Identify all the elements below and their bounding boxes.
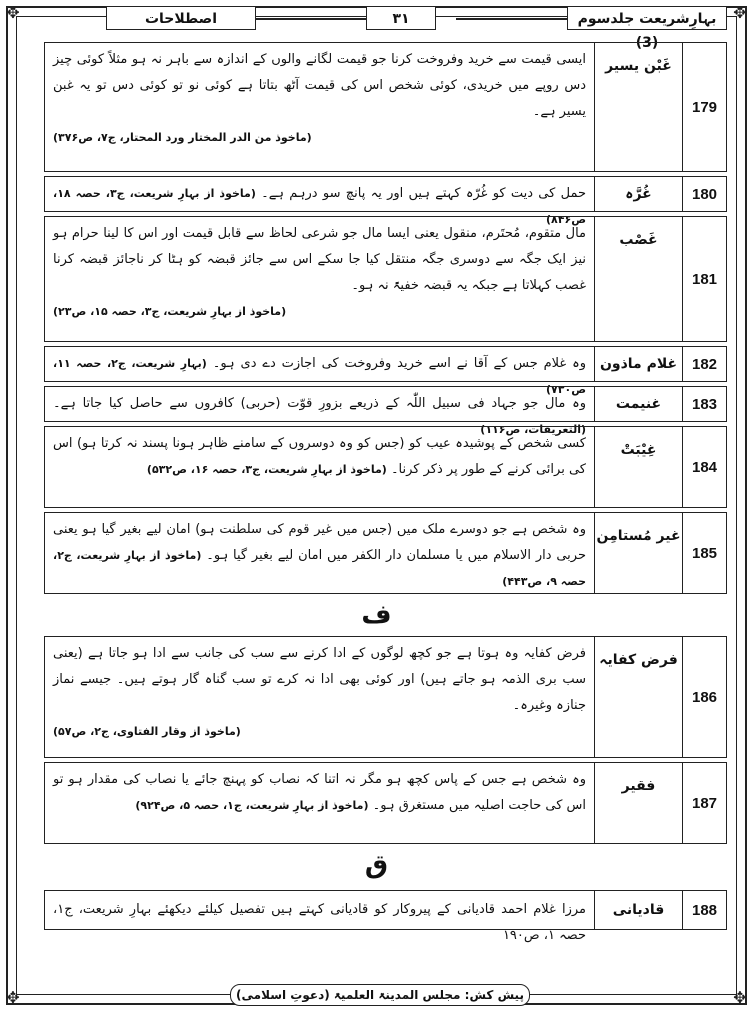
entry-term: غلام ماذون xyxy=(594,347,682,381)
definition-text: وہ مال جو جہاد فی سبیل اللّٰہ کے ذریعے بزورِ قوّت (حربی) کافروں سے حاصل کیا جاتا ہے۔ xyxy=(53,396,586,411)
glossary-entry xyxy=(44,890,727,943)
entry-term: فرض کفایہ xyxy=(594,637,682,757)
entry-definition xyxy=(53,767,586,819)
entry-term: غَبْن یسیر xyxy=(594,43,682,171)
ornament-corner-icon: ✥ xyxy=(6,3,20,22)
entry-number: 188 xyxy=(682,891,726,929)
definition-text: مال متقوم، مُحتَرم، منقول یعنی ایسا مال جو شرعی لحاظ سے قابل قیمت اور اس کا لینا حرام ہو نیز ایک جگہ سے دوسری جگہ منتقل کیا جا سکے اس سے جائز قبضہ کو ہٹا کر ناجائز قبضہ کرنا غصب کہلاتا ہے جبکہ یہ قبضہ خفیۃً نہ ہو۔ xyxy=(53,226,586,293)
ornament-corner-icon: ✥ xyxy=(733,988,747,1007)
entry-source: (ماخوذ از بہارِ شریعت، ج۱، حصہ ۵، ص۹۲۴) xyxy=(135,799,369,812)
entry-number: 184 xyxy=(682,427,726,507)
entry-term: غَصْب xyxy=(594,217,682,341)
entry-number: 185 xyxy=(682,513,726,593)
glossary-entry xyxy=(44,176,727,226)
definition-text: وہ غلام جس کے آقا نے اسے خرید وفروخت کی اجازت دے دی ہو۔ xyxy=(212,356,586,371)
entry-number: 186 xyxy=(682,637,726,757)
entry-term: فقیر xyxy=(594,763,682,843)
entry-term: غیر مُستامِن xyxy=(594,513,682,593)
letter-heading-fa: ف xyxy=(361,600,392,630)
book-title: بہارِشریعت جلدسوم (3) xyxy=(567,6,727,30)
entry-definition xyxy=(53,641,586,745)
publisher-footer: پیش کش: مجلس المدینۃ العلمیۃ (دعوتِ اسلامی) xyxy=(230,984,530,1006)
entry-definition xyxy=(53,431,586,483)
entry-number: 179 xyxy=(682,43,726,171)
entry-term: قادیانی xyxy=(594,891,682,929)
glossary-entry xyxy=(44,216,727,342)
entry-source: (ماخوذ از وقار الفتاوی، ج۲، ص۵۷) xyxy=(53,725,241,738)
definition-text: حمل کی دیت کو غُرّہ کہتے ہیں اور یہ پانچ سو درہم ہے۔ xyxy=(261,186,586,201)
entry-definition xyxy=(53,47,586,151)
entry-definition xyxy=(53,897,586,949)
entry-definition xyxy=(53,517,586,595)
glossary-entry xyxy=(44,42,727,172)
entry-number: 182 xyxy=(682,347,726,381)
ornament-corner-icon: ✥ xyxy=(733,3,747,22)
entry-definition xyxy=(53,221,586,325)
entry-source: (التعریفات، ص۱۱۶) xyxy=(480,423,586,436)
entry-term: غنیمت xyxy=(594,387,682,421)
letter-heading-qaf: ق xyxy=(364,850,389,880)
entry-source: (ماخوذ از بہارِ شریعت، ج۳، حصہ ۱۶، ص۵۳۲) xyxy=(146,463,387,476)
glossary-entry xyxy=(44,426,727,508)
entry-number: 181 xyxy=(682,217,726,341)
entry-source: (بہارِ شریعت، ج۲، حصہ ۱۱، ص۷۳۰) xyxy=(53,357,586,396)
entry-number: 187 xyxy=(682,763,726,843)
entry-source: (ماخوذ از بہارِ شریعت، ج۳، حصہ ۱۵، ص۲۳) xyxy=(53,305,287,318)
definition-text: ایسی قیمت سے خرید وفروخت کرنا جو قیمت لگانے والوں کے اندازہ سے باہر نہ ہو مثلاً کوئی چیز دس روپے میں خریدی، کوئی شخص اس کی قیمت آٹھ بتاتا ہے کوئی نو تو کوئی دس تو یہ غبن یسیر ہے۔ xyxy=(53,52,586,119)
glossary-entry xyxy=(44,762,727,844)
entry-term: غُرَّہ xyxy=(594,177,682,211)
page-header xyxy=(26,6,727,51)
entry-source: (ماخوذ از بہارِ شریعت، ج۳، حصہ ۱۸، ص۸۴۶) xyxy=(53,187,586,226)
entry-source: (ماخوذ من الدر المختار ورد المحتار، ج۷، ص۳۷۶) xyxy=(53,131,312,144)
definition-text: وہ شخص ہے جس کے پاس کچھ ہو مگر نہ اتنا کہ نصاب کو پہنچ جائے یا نصاب کی مقدار ہو تو اس کی حاجت اصلیہ میں مستغرق ہو۔ xyxy=(53,772,586,813)
glossary-entry xyxy=(44,512,727,594)
glossary-entry xyxy=(44,636,727,758)
header-rule xyxy=(456,18,576,20)
entry-number: 183 xyxy=(682,387,726,421)
definition-text: وہ شخص ہے جو دوسرے ملک میں (جس میں غیر قوم کی سلطنت ہو) امان لیے بغیر گیا ہو یعنی حربی دار الاسلام میں یا مسلمان دار الکفر میں امان لیے بغیر گیا ہو۔ xyxy=(53,522,586,563)
entry-number: 180 xyxy=(682,177,726,211)
page-number: ۳۱ xyxy=(366,6,436,30)
definition-text: کسی شخص کے پوشیدہ عیب کو (جس کو وہ دوسروں کے سامنے ظاہر ہونا پسند نہ کرتا ہو) اس کی برائی کرنے کے طور پر ذکر کرنا۔ xyxy=(53,436,586,477)
glossary-entry xyxy=(44,346,727,396)
definition-text: مرزا غلام احمد قادیانی کے پیروکار کو قادیانی کہتے ہیں تفصیل کیلئے دیکھئے بہارِ شریعت، ج۱، حصہ ۱، ص۱۹۰ xyxy=(53,902,586,943)
section-title: اصطلاحات xyxy=(106,6,256,30)
entry-term: غِیْبَتْ xyxy=(594,427,682,507)
glossary-entry xyxy=(44,386,727,436)
entry-source: (ماخوذ از بہارِ شریعت، ج۲، حصہ ۹، ص۴۴۳) xyxy=(53,549,586,588)
ornament-corner-icon: ✥ xyxy=(6,988,20,1007)
definition-text: فرض کفایہ وہ ہوتا ہے جو کچھ لوگوں کے ادا کرنے سے سب کی جانب سے ادا ہو جاتا ہے (یعنی سب بری الذمہ ہو جاتے ہیں) اور کوئی بھی ادا نہ کرے تو سب گناہ گار ہوتے ہیں۔ جیسے نماز جنازہ وغیرہ۔ xyxy=(53,646,586,713)
